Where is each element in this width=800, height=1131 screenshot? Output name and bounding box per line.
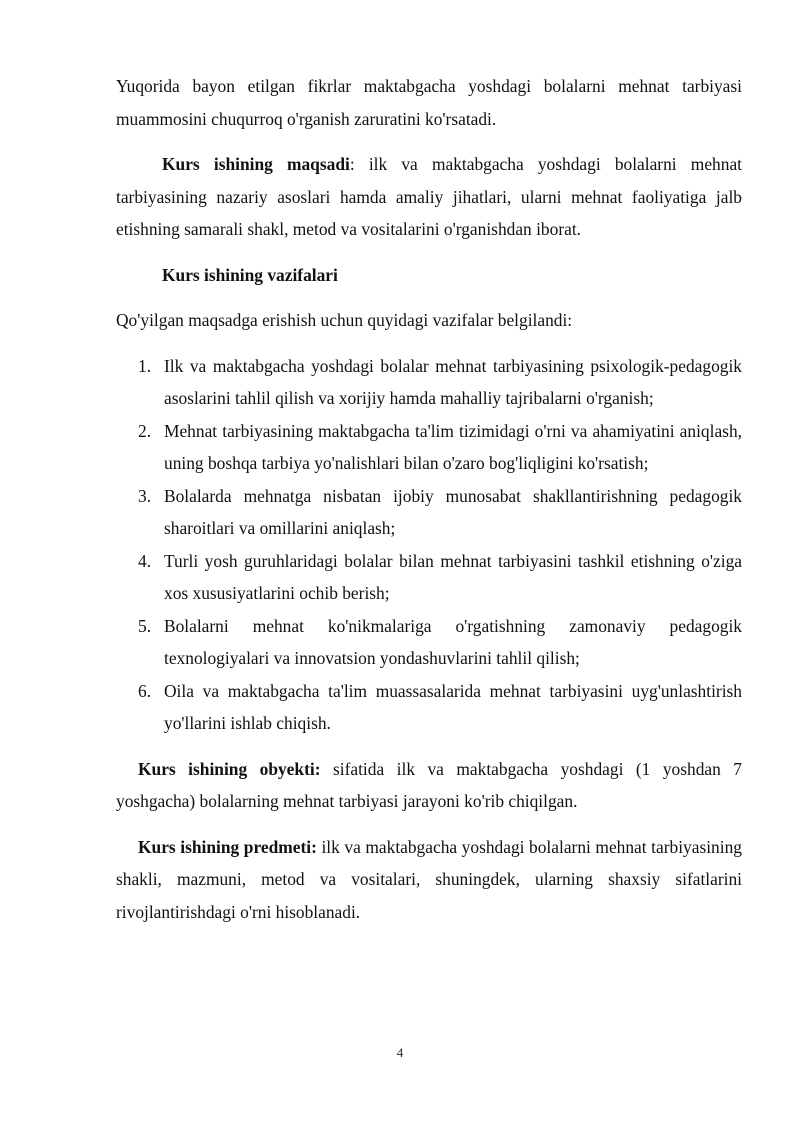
list-item-number: 4.: [138, 550, 152, 571]
list-item-number: 6.: [138, 680, 152, 701]
list-item: [116, 350, 742, 415]
list-item: [116, 480, 742, 545]
list-item-text: Turli yosh guruhlaridagi bolalar bilan mehnat tarbiyasini tashkil etishning o'ziga xos xususiyatlarini ochib berish;: [164, 550, 742, 603]
subject-text: ilk va maktabgacha yoshdagi bolalarni mehnat tarbiyasining shakli, mazmuni, metod va vositalari, shuningdek, ularning shaxsiy sifatlarini rivojlantirishdagi o'rni hisoblanadi.: [116, 836, 742, 922]
subject-paragraph: [116, 831, 742, 929]
object-label: Kurs ishining obyekti:: [138, 758, 321, 779]
goal-label: Kurs ishining maqsadi: [162, 154, 350, 174]
tasks-heading: [116, 259, 742, 292]
list-item-text: Oila va maktabgacha ta'lim muassasalarida mehnat tarbiyasini uyg'unlashtirish yo'llarini ishlab chiqish.: [164, 680, 742, 733]
document-page: [116, 70, 742, 928]
tasks-lead: Qo'yilgan maqsadga erishish uchun quyidagi vazifalar belgilandi:: [116, 310, 573, 330]
list-item: [116, 675, 742, 740]
goal-paragraph: [116, 148, 742, 246]
object-text: sifatida ilk va maktabgacha yoshdagi (1 yoshdan 7 yoshgacha) bolalarning mehnat tarbiyasi jarayoni ko'rib chiqilgan.: [116, 758, 742, 811]
list-item-number: 3.: [138, 485, 152, 506]
list-item: [116, 545, 742, 610]
object-paragraph: [116, 753, 742, 818]
list-item-text: Bolalarni mehnat ko'nikmalariga o'rgatishning zamonaviy pedagogik texnologiyalari va innovatsion yondashuvlarini tahlil qilish;: [164, 615, 742, 668]
goal-text: : ilk va maktabgacha yoshdagi bolalarni mehnat tarbiyasining nazariy asoslari hamda amaliy jihatlari, ularni mehnat faoliyatiga jalb etishning samarali shakl, metod va vositalarini o'rganishdan iborat.: [116, 154, 742, 239]
list-item-text: Mehnat tarbiyasining maktabgacha ta'lim tizimidagi o'rni va ahamiyatini aniqlash, uning boshqa tarbiya yo'nalishlari bilan o'zaro bog'liqligini ko'rsatish;: [164, 420, 742, 473]
page-number: 4: [396, 1045, 404, 1060]
list-item-number: 5.: [138, 615, 152, 636]
list-item-text: Bolalarda mehnatga nisbatan ijobiy munosabat shakllantirishning pedagogik sharoitlari va omillarini aniqlash;: [164, 485, 742, 538]
list-item: [116, 610, 742, 675]
list-item: [116, 415, 742, 480]
intro-paragraph: Yuqorida bayon etilgan fikrlar maktabgacha yoshdagi bolalarni mehnat tarbiyasi muammosini chuqurroq o'rganish zaruratini ko'rsatadi.: [116, 76, 742, 129]
list-item-number: 2.: [138, 420, 152, 441]
list-item-number: 1.: [138, 355, 152, 376]
list-item-text: Ilk va maktabgacha yoshdagi bolalar mehnat tarbiyasining psixologik-pedagogik asoslarini tahlil qilish va xorijiy hamda mahalliy tajribalarni o'rganish;: [164, 355, 742, 408]
tasks-list: [116, 350, 742, 740]
subject-label: Kurs ishining predmeti:: [138, 836, 317, 857]
tasks-heading-text: Kurs ishining vazifalari: [162, 264, 338, 285]
